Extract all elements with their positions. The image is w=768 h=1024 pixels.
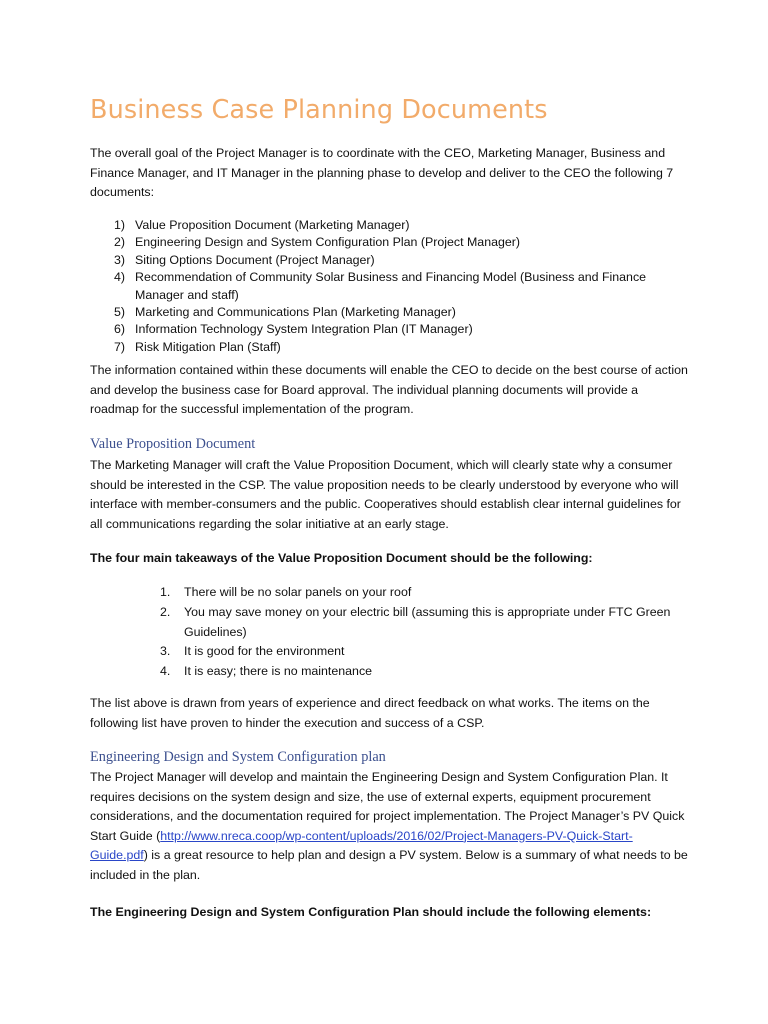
list-item-text: It is easy; there is no maintenance bbox=[184, 664, 373, 679]
list-item-text: It is good for the environment bbox=[184, 644, 345, 659]
list-item-number: 5) bbox=[114, 305, 126, 320]
intro-paragraph: The overall goal of the Project Manager is to coordinate with the CEO, Marketing Manager, Business and Finance Manager, and IT Manager in the planning phase to develop and deliver to the CEO the following 7 documents: bbox=[90, 146, 674, 200]
engineering-text-before-link: The Project Manager will develop and maintain the Engineering Design and System Configuration Plan. It requires decisions on the system design and size, the use of external experts, equipment procurement considerations, and the documentation required for project implementation. The Project Manager’s PV Quick Start Guide ( bbox=[90, 770, 685, 843]
list-item bbox=[114, 321, 674, 338]
info-paragraph: The information contained within these documents will enable the CEO to decide on the best course of action and develop the business case for Board approval. The individual planning documents will provide a roadmap for the successful implementation of the program. bbox=[90, 363, 688, 417]
page-title: Business Case Planning Documents bbox=[90, 95, 548, 125]
list-explanation-paragraph: The list above is drawn from years of experience and direct feedback on what works. The items on the following list have proven to hinder the execution and success of a CSP. bbox=[90, 696, 650, 730]
list-item-text: Information Technology System Integration Plan (IT Manager) bbox=[135, 322, 473, 337]
list-item-number: 7) bbox=[114, 339, 126, 354]
list-item-number: 4. bbox=[160, 664, 171, 679]
list-item-text: Marketing and Communications Plan (Marketing Manager) bbox=[135, 305, 456, 320]
value-proposition-paragraph: The Marketing Manager will craft the Value Proposition Document, which will clearly state why a consumer should be interested in the CSP. The value proposition needs to be clearly understood by everyone who will interface with member-consumers and the public. Cooperatives should establish clear internal guidelines for all communications regarding the solar initiative at an early stage. bbox=[90, 458, 681, 531]
list-item-number: 3) bbox=[114, 252, 126, 267]
takeaways-intro: The four main takeaways of the Value Proposition Document should be the following: bbox=[90, 551, 593, 565]
list-item bbox=[114, 252, 674, 269]
list-item bbox=[114, 217, 674, 234]
list-item-number: 1. bbox=[160, 585, 171, 599]
list-item-text: There will be no solar panels on your roof bbox=[184, 585, 412, 599]
list-item-text: Recommendation of Community Solar Business and Financing Model (Business and Finance Manager and staff) bbox=[135, 270, 647, 302]
list-item bbox=[160, 642, 680, 662]
engineering-design-paragraph bbox=[90, 768, 690, 886]
list-item-text: You may save money on your electric bill (assuming this is appropriate under FTC Green Guidelines) bbox=[184, 604, 671, 639]
list-item bbox=[160, 583, 680, 603]
list-item bbox=[160, 603, 680, 643]
engineering-text-after-link: ) is a great resource to help plan and design a PV system. Below is a summary of what needs to be included in the plan. bbox=[90, 848, 688, 882]
list-item bbox=[114, 234, 674, 251]
takeaways-list bbox=[160, 583, 680, 682]
list-item-text: Siting Options Document (Project Manager) bbox=[135, 252, 375, 267]
documents-list bbox=[114, 217, 674, 356]
list-item bbox=[114, 339, 674, 356]
list-item bbox=[114, 269, 674, 304]
list-item-number: 2) bbox=[114, 235, 126, 250]
list-item-text: Risk Mitigation Plan (Staff) bbox=[135, 339, 281, 354]
list-item-number: 1) bbox=[114, 218, 126, 232]
list-item-number: 4) bbox=[114, 270, 126, 285]
pv-quick-start-guide-link[interactable]: http://www.nreca.coop/wp-content/uploads/2016/02/Project-Managers-PV-Quick-Start-Guide.pdf bbox=[90, 828, 633, 863]
list-item bbox=[160, 662, 680, 682]
list-item-number: 3. bbox=[160, 644, 171, 659]
list-item-text: Value Proposition Document (Marketing Manager) bbox=[135, 218, 410, 232]
list-item-text: Engineering Design and System Configuration Plan (Project Manager) bbox=[135, 235, 521, 250]
engineering-design-heading: Engineering Design and System Configuration plan bbox=[90, 749, 386, 765]
list-item-number: 2. bbox=[160, 604, 171, 619]
list-item-number: 6) bbox=[114, 322, 126, 337]
elements-intro: The Engineering Design and System Configuration Plan should include the following elements: bbox=[90, 905, 652, 919]
list-item bbox=[114, 304, 674, 321]
value-proposition-heading: Value Proposition Document bbox=[90, 436, 256, 452]
